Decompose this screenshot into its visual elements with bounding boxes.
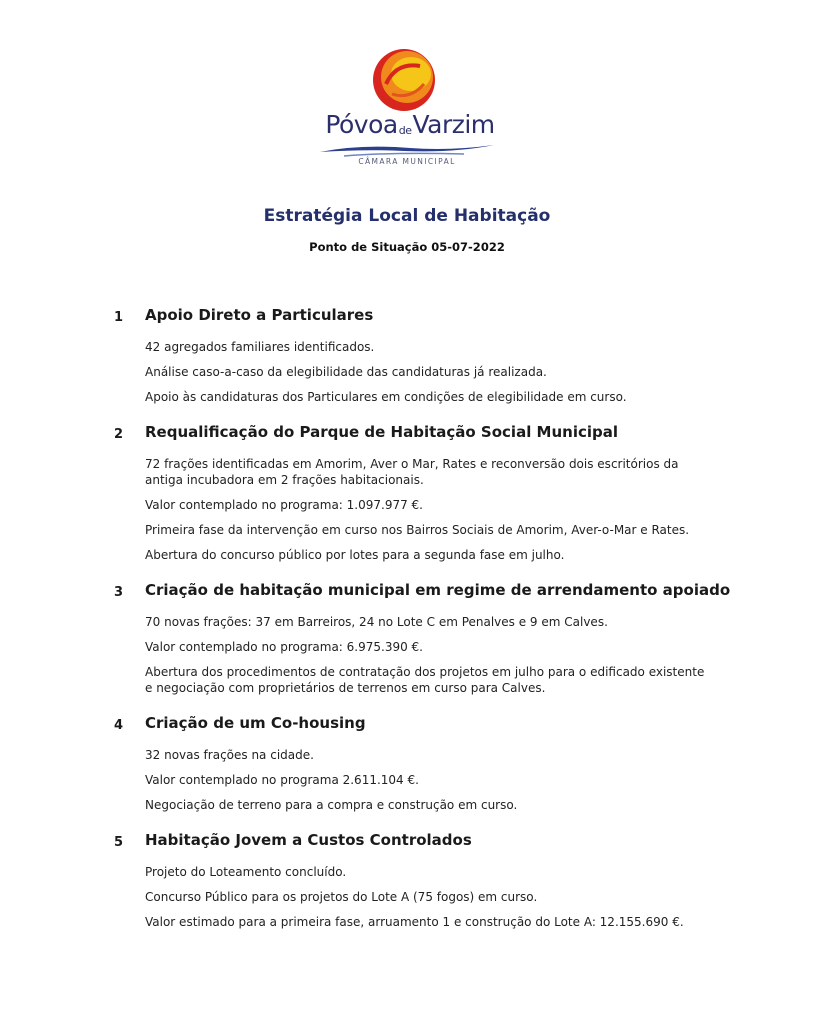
page-subtitle: Ponto de Situação 05-07-2022 bbox=[309, 240, 505, 254]
section-paragraph: Abertura do concurso público por lotes para a segunda fase em julho. bbox=[145, 548, 565, 562]
municipal-logo bbox=[314, 44, 500, 174]
section-title: Requalificação do Parque de Habitação Social Municipal bbox=[145, 423, 619, 441]
section-title: Criação de habitação municipal em regime de arrendamento apoiado bbox=[145, 581, 731, 599]
section-paragraph: Análise caso-a-caso da elegibilidade das candidaturas já realizada. bbox=[145, 365, 547, 379]
section-paragraph: Valor contemplado no programa 2.611.104 €. bbox=[145, 773, 419, 787]
section-paragraph: Apoio às candidaturas dos Particulares em condições de elegibilidade em curso. bbox=[145, 390, 627, 404]
section-paragraph: Valor contemplado no programa: 1.097.977 €. bbox=[145, 498, 423, 512]
section-title: Apoio Direto a Particulares bbox=[145, 306, 374, 324]
section-paragraph: Primeira fase da intervenção em curso nos Bairros Sociais de Amorim, Aver-o-Mar e Rates. bbox=[145, 523, 690, 537]
section-paragraph: 42 agregados familiares identificados. bbox=[145, 340, 375, 354]
section-paragraph: Abertura dos procedimentos de contratação dos projetos em julho para o edificado existente e negociação com proprietários de terrenos em curso para Calves. bbox=[145, 665, 705, 695]
sections-list bbox=[0, 306, 814, 948]
section-paragraph: 70 novas frações: 37 em Barreiros, 24 no Lote C em Penalves e 9 em Calves. bbox=[145, 615, 608, 629]
section-title: Habitação Jovem a Custos Controlados bbox=[145, 831, 472, 849]
logo-subtitle: CÂMARA MUNICIPAL bbox=[358, 157, 456, 166]
section-number: 3 bbox=[114, 585, 124, 600]
section-number: 5 bbox=[114, 835, 124, 850]
sun-logo-icon bbox=[314, 44, 500, 174]
section-paragraph: Valor estimado para a primeira fase, arruamento 1 e construção do Lote A: 12.155.690 €. bbox=[145, 915, 684, 929]
section-paragraph: Valor contemplado no programa: 6.975.390 €. bbox=[145, 640, 423, 654]
section-2 bbox=[0, 423, 814, 563]
logo-wordmark: PóvoadeVarzim bbox=[325, 110, 495, 139]
section-number: 4 bbox=[114, 718, 124, 733]
section-paragraph: 32 novas frações na cidade. bbox=[145, 748, 314, 762]
section-5 bbox=[0, 831, 814, 930]
section-1 bbox=[0, 306, 814, 405]
section-title: Criação de um Co-housing bbox=[145, 714, 366, 732]
section-number: 2 bbox=[114, 427, 124, 442]
section-3 bbox=[0, 581, 814, 696]
section-number: 1 bbox=[114, 310, 124, 325]
section-4 bbox=[0, 714, 814, 813]
section-paragraph: Projeto do Loteamento concluído. bbox=[145, 865, 347, 879]
section-paragraph: Negociação de terreno para a compra e construção em curso. bbox=[145, 798, 518, 812]
page-title: Estratégia Local de Habitação bbox=[263, 206, 551, 226]
section-paragraph: Concurso Público para os projetos do Lote A (75 fogos) em curso. bbox=[145, 890, 538, 904]
section-paragraph: 72 frações identificadas em Amorim, Aver o Mar, Rates e reconversão dois escritórios da antiga incubadora em 2 frações habitacionais. bbox=[145, 457, 679, 487]
